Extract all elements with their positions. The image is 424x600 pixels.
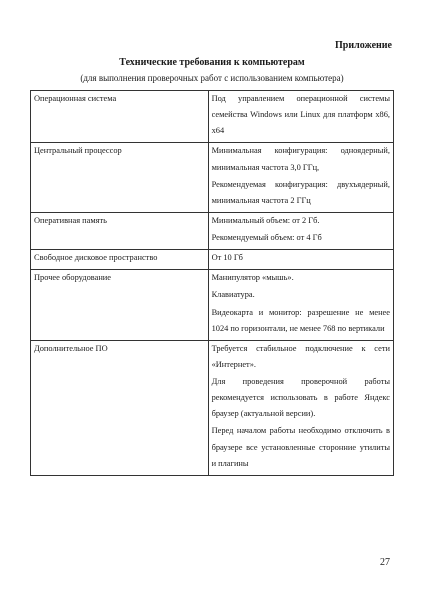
value-paragraph: Клавиатура. [211,290,255,300]
document-subtitle: (для выполнения проверочных работ с использованием компьютера) [80,73,344,83]
value-paragraph: Манипулятор «мышь». [211,273,294,283]
table-row [31,340,394,475]
requirements-table [30,90,394,476]
value-paragraph: Рекомендуемый объем: от 4 Гб [211,233,322,242]
appendix-label: Приложение [335,40,392,51]
row-value [208,212,393,249]
row-value [208,143,393,213]
row-value [208,270,393,341]
value-paragraph: Минимальная конфигурация: одноядерный, минимальная частота 3,0 ГГц, [211,146,390,172]
value-paragraph: Требуется стабильное подключение к сети «Интернет». [211,343,390,369]
value-paragraph: От 10 Гб [211,253,243,263]
table-row [31,143,394,213]
document-title: Технические требования к компьютерам [119,57,305,68]
value-paragraph: Минимальный объем: от 2 Гб. [211,215,320,225]
value-paragraph: Видеокарта и монитор: разрешение не менее 1024 по горизонтали, не менее 768 по вертикали [211,307,390,333]
row-label: Прочее оборудование [31,270,209,341]
row-label: Дополнительное ПО [31,340,209,475]
row-label: Операционная система [31,91,209,143]
value-paragraph: Перед началом работы необходимо отключить в браузере все установленные сторонние утилиты и плагины [211,426,390,468]
row-value [208,91,393,143]
table-row [31,270,394,341]
row-value [208,250,393,270]
table-row [31,212,394,249]
value-paragraph: Рекомендуемая конфигурация: двухъядерный, минимальная частота 2 ГГц [211,179,390,205]
table-row [31,250,394,270]
row-label: Центральный процессор [31,143,209,213]
row-label: Оперативная память [31,212,209,249]
row-value [208,340,393,475]
value-paragraph: Для проведения проверочной работы рекомендуется использовать в работе Яндекс браузер (актуальной версии). [211,377,390,419]
table-row [31,91,394,143]
row-label: Свободное дисковое пространство [31,250,209,270]
value-paragraph: Под управлением операционной системы семейства Windows или Linux для платформ x86, x64 [211,94,390,136]
page-number: 27 [380,557,390,568]
